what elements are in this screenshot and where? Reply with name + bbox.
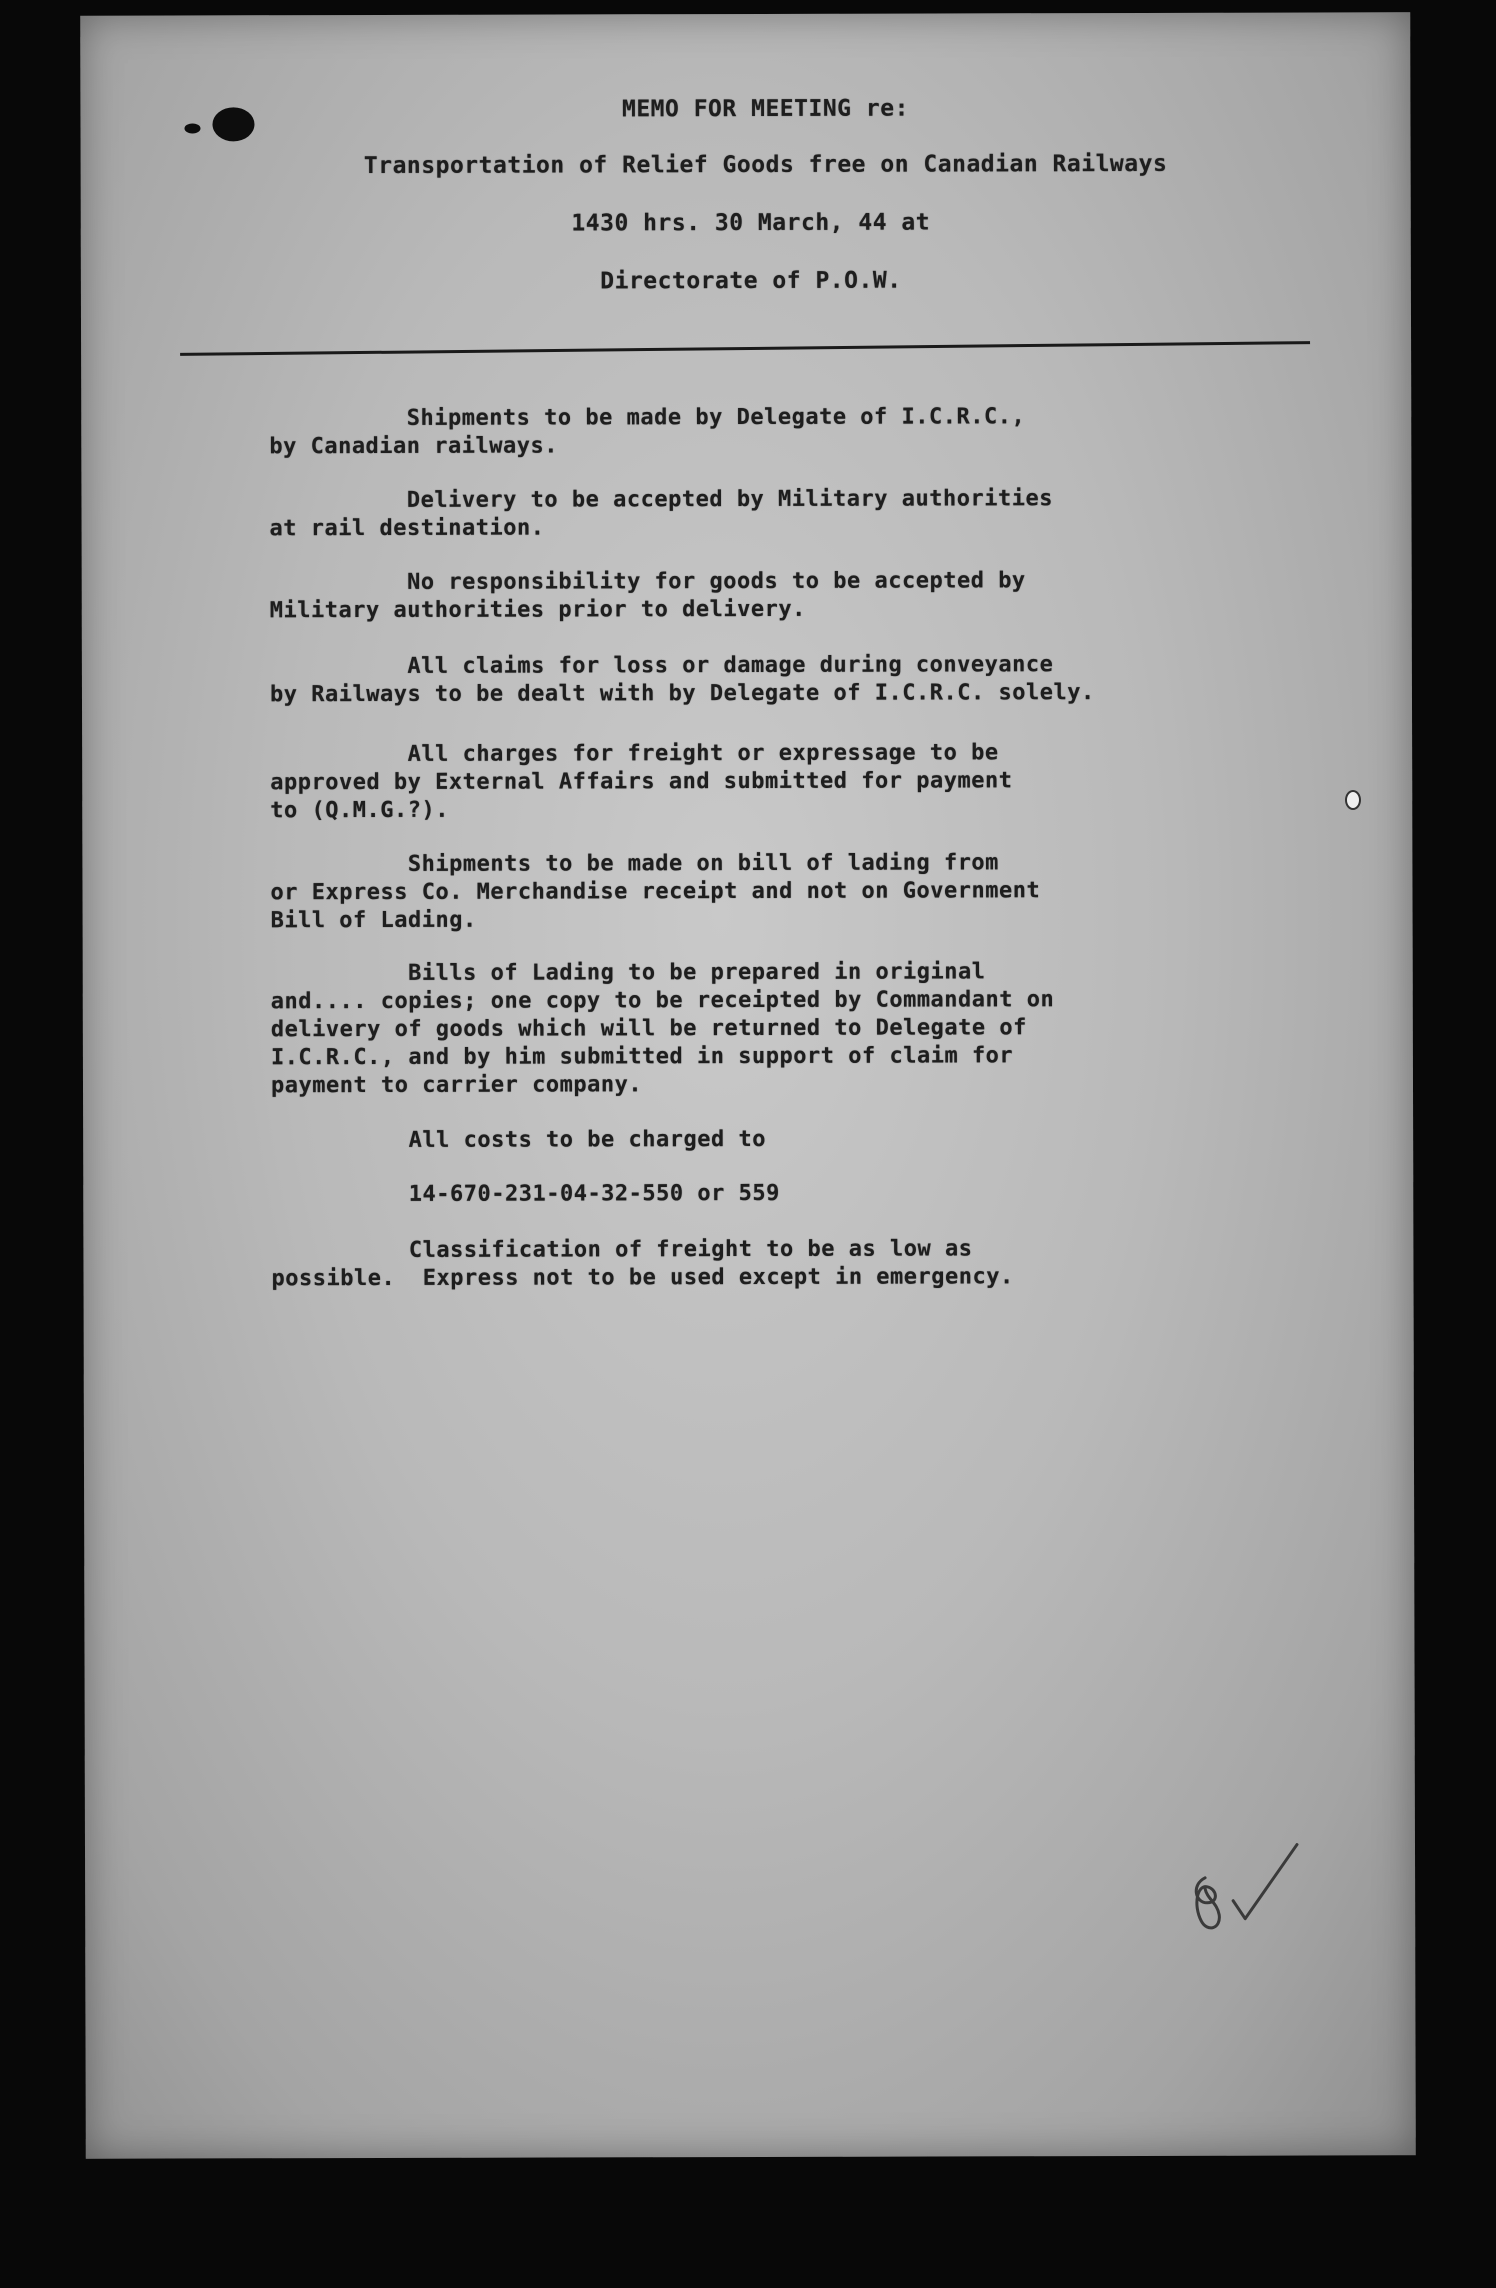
memo-location: Directorate of P.O.W. (600, 267, 902, 295)
memo-paragraph: Classification of freight to be as low as possible. Express not to be used except in emergency. (271, 1236, 1014, 1292)
memo-paragraph: All claims for loss or damage during conveyance by Railways to be dealt with by Delegate of I.C.R.C. solely. (269, 652, 1095, 708)
memo-paragraph: All costs to be charged to (271, 1126, 767, 1154)
account-code: 14-670-231-04-32-550 or 559 (271, 1180, 780, 1208)
handwritten-annotation (1185, 1833, 1315, 1943)
memo-paragraph: No responsibility for goods to be accepted by Military authorities prior to delivery. (269, 568, 1026, 624)
memo-title: MEMO FOR MEETING re: (621, 95, 909, 123)
punch-hole-small (184, 123, 200, 133)
memo-paragraph: Delivery to be accepted by Military authorities at rail destination. (269, 486, 1053, 542)
memo-paragraph: Shipments to be made on bill of lading from or Express Co. Merchandise receipt and not on Government Bill of Lading. (270, 850, 1041, 934)
memo-paragraph: All charges for freight or expressage to be approved by External Affairs and submitted for payment to (Q.M.G.?). (270, 740, 1013, 824)
memo-subject: Transportation of Relief Goods free on Canadian Railways (363, 150, 1168, 180)
memo-time-date: 1430 hrs. 30 March, 44 at (571, 209, 931, 237)
header-divider (180, 341, 1310, 356)
scan-artifact (1345, 790, 1361, 810)
memo-paragraph: Shipments to be made by Delegate of I.C.R.C., by Canadian railways. (269, 404, 1026, 460)
memo-paper (80, 12, 1416, 2158)
memo-paragraph: Bills of Lading to be prepared in original and.... copies; one copy to be receipted by Commandant on delivery of goods which will be returned to Delegate of I.C.R.C., and by him submitted in support of claim for payment to carrier company. (270, 959, 1055, 1099)
